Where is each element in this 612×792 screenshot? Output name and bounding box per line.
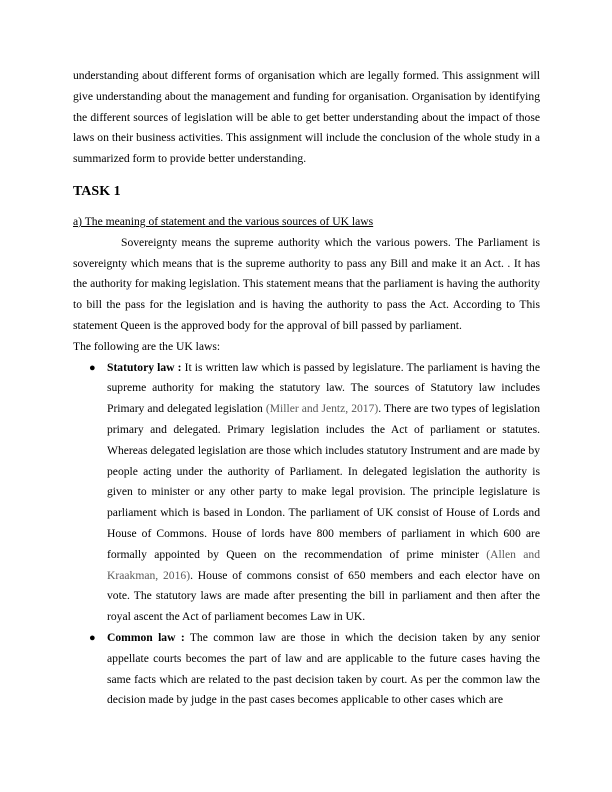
intro-paragraph: understanding about different forms of organisation which are legally formed. This assignment will give understanding about the management and funding for organisation. Organisation by identifying the different sources of legislation will be able to get better understanding about the impact of those laws on their business activities. This assignment will include the conclusion of the whole study in a summarized form to provide better understanding. [73,69,540,166]
list-intro: The following are the UK laws: [73,339,221,353]
item-text: The common law are those in which the decision taken by any senior appellate courts becomes the part of law and are applicable to the future cases having the same facts which are related to the past decision taken by court. As per the common law the decision made by judge in the past cases becomes applicable to other cases which are [107,630,541,707]
list-item-statutory-law [73,358,540,628]
uk-laws-list [73,358,540,712]
item-text: . House of commons consist of 650 members and each elector have on vote. The statutory laws are made after presenting the bill in parliament and then after the royal ascent the Act of parliament becomes Law in UK. [107,568,540,624]
term-statutory-law: Statutory law : [107,360,182,374]
bullet-icon: ● [89,631,96,644]
item-text: It is written law which is passed by legislature. The parliament is having the supreme authority for making the statutory law. The sources of Statutory law includes Primary and delegated legislation [107,360,540,416]
section-subheading: a) The meaning of statement and the various sources of UK laws [73,214,374,228]
document-page [73,66,540,711]
citation: (Miller and Jentz, 2017) [265,402,379,416]
sovereignty-paragraph: Sovereignty means the supreme authority which the various powers. The Parliament is sovereignty which means that is the supreme authority to pass any Bill and make it an Act. . It has the authority for making legislation. This statement means that the parliament is having the authority to bill the pass for the legislation and is having the authority to pass the Act. According to This statement Queen is the approved body for the approval of bill passed by parliament. [73,235,540,332]
task-heading: TASK 1 [73,183,121,199]
bullet-icon: ● [89,361,96,374]
citation: (Allen and Kraakman, 2016) [107,547,540,582]
term-common-law: Common law : [107,630,185,644]
list-item-common-law [73,628,540,711]
item-text: . There are two types of legislation primary and delegated. Primary legislation includes the Act of parliament or statutes. Whereas delegated legislation are those which includes statutory Instrument and are made by people acting under the authority of Parliament. In delegated legislation the authority is given to minister or any other party to make legal provision. The principle legislature is parliament which is based in London. The parliament of UK consist of House of Lords and House of Commons. House of lords have 800 members of parliament in which 600 are formally appointed by Queen on the recommendation of prime minister [107,402,541,561]
